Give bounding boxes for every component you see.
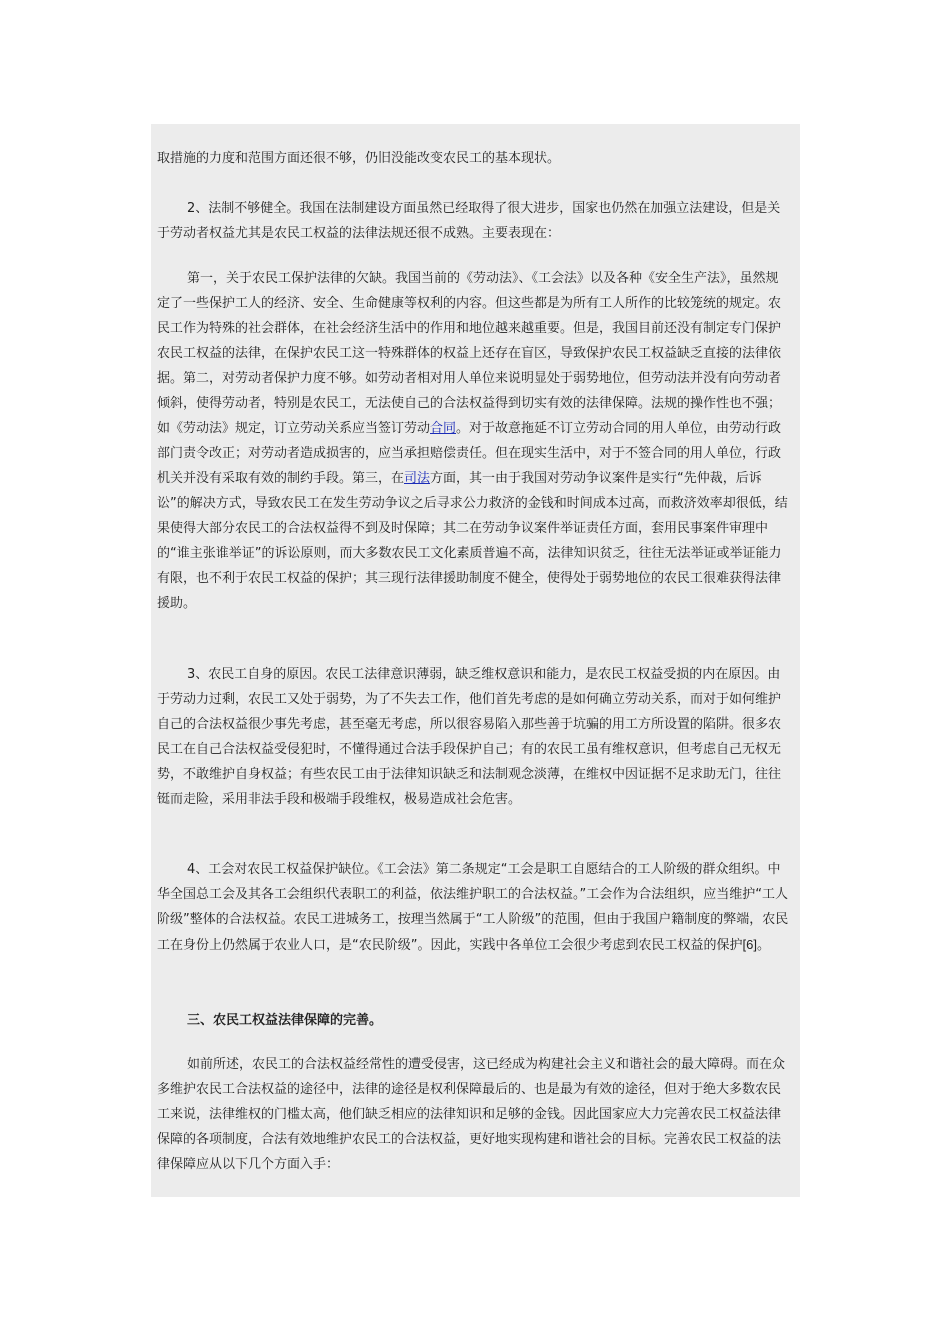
paragraph-self-reasons: 3、农民工自身的原因。农民工法律意识薄弱，缺乏维权意识和能力，是农民工权益受损的内在原因。由于劳动力过剩，农民工又处于弱势，为了不失去工作，他们首先考虑的是如何确立劳动关系，而对于如何维护自己的合法权益很少事先考虑，甚至毫无考虑，所以很容易陷入那些善于坑骗的用工方所设置的陷阱。很多农民工在自己合法权益受侵犯时，不懂得通过合法手段保护自己；有的农民工虽有维权意识，但考虑自己无权无势，不敢维护自身权益；有些农民工由于法律知识缺乏和法制观念淡薄，在维权中因证据不足求助无门，往往铤而走险，采用非法手段和极端手段维权，极易造成社会危害。 xyxy=(157,667,782,807)
union-text-end: 。 xyxy=(756,938,770,953)
paragraph-legal-system: 2、法制不够健全。我国在法制建设方面虽然已经取得了很大进步，国家也仍然在加强立法建设，但是关于劳动者权益尤其是农民工权益的法律法规还很不成熟。主要表现在： xyxy=(157,201,781,241)
paragraph-first-second-third xyxy=(157,266,791,616)
section-heading: 三、农民工权益法律保障的完善。 xyxy=(187,1013,383,1028)
union-text: 4、工会对农民工权益保护缺位。《工会法》第二条规定“工会是职工自愿结合的工人阶级的群众组织。中华全国总工会及其各工会组织代表职工的利益，依法维护职工的合法权益。”工会作为合法组织，应当维护“工人阶级”整体的合法权益。农民工进城务工，按理当然属于“工人阶级”的范围，但由于我国户籍制度的弊端，农民工在身份上仍然属于农业人口，是“农民阶级”。因此，实践中各单位工会很少考虑到农民工权益的保护 xyxy=(157,862,789,953)
contract-link[interactable]: 合同 xyxy=(430,421,457,436)
paragraph-continuation: 取措施的力度和范围方面还很不够，仍旧没能改变农民工的基本现状。 xyxy=(157,151,561,166)
paragraph-text-a: 第一，关于农民工保护法律的欠缺。我国当前的《劳动法》、《工会法》以及各种《安全生产法》，虽然规定了一些保护工人的经济、安全、生命健康等权利的内容。但这些都是为所有工人所作的比较笼统的规定。农民工作为特殊的社会群体，在社会经济生活中的作用和地位越来越重要。但是，我国目前还没有制定专门保护农民工权益的法律，在保护农民工这一特殊群体的权益上还存在盲区，导致保护农民工权益缺乏直接的法律依据。第二，对劳动者保护力度不够。如劳动者相对用人单位来说明显处于弱势地位，但劳动法并没有向劳动者倾斜，使得劳动者，特别是农民工，无法使自己的合法权益得到切实有效的法律保障。法规的操作性也不强；如《劳动法》规定，订立劳动关系应当签订劳动 xyxy=(157,271,782,436)
paragraph-improvement: 如前所述，农民工的合法权益经常性的遭受侵害，这已经成为构建社会主义和谐社会的最大障碍。而在众多维护农民工合法权益的途径中，法律的途径是权利保障最后的、也是最为有效的途径，但对于绝大多数农民工来说，法律维权的门槛太高，他们缺乏相应的法律知识和足够的金钱。因此国家应大力完善农民工权益法律保障的各项制度，合法有效地维护农民工的合法权益，更好地实现构建和谐社会的目标。完善农民工权益的法律保障应从以下几个方面入手： xyxy=(157,1057,786,1172)
judiciary-link[interactable]: 司法 xyxy=(404,471,431,486)
paragraph-union xyxy=(157,857,791,958)
paragraph-text-c: 方面，其一由于我国对劳动争议案件是实行“先仲裁，后诉讼”的解决方式，导致农民工在发生劳动争议之后寻求公力救济的金钱和时间成本过高，而救济效率却很低，结果使得大部分农民工的合法权益得不到及时保障；其二在劳动争议案件举证责任方面，套用民事案件审理中的“谁主张谁举证”的诉讼原则，而大多数农民工文化素质普遍不高，法律知识贫乏，往往无法举证或举证能力有限，也不利于农民工权益的保护；其三现行法律援助制度不健全，使得处于弱势地位的农民工很难获得法律援助。 xyxy=(157,471,788,611)
paragraph-text-b: 。对于故意拖延不订立劳动合同的用人单位，由劳动行政部门责令改正；对劳动者造成损害的，应当承担赔偿责任。但在现实生活中，对于不签合同的用人单位，行政机关并没有采取有效的制约手段。第三，在 xyxy=(157,421,782,486)
footnote-ref[interactable]: [6] xyxy=(742,937,757,952)
